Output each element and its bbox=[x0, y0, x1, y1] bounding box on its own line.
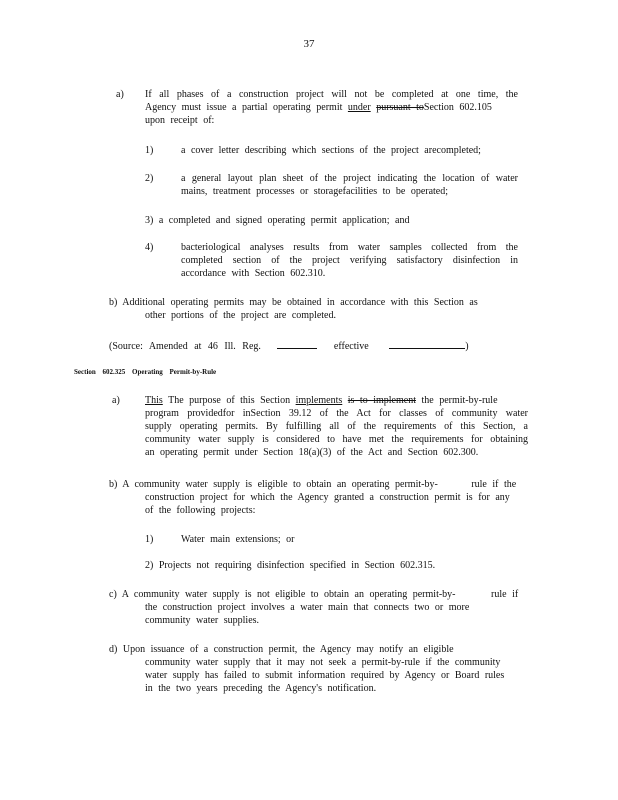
subsection-label: d) bbox=[109, 644, 118, 655]
text-line: This The purpose of this Section implements is to implement the permit-by-rule bbox=[145, 395, 498, 406]
subsection-label: b) bbox=[109, 297, 118, 308]
text-line: in the two years preceding the Agency's notification. bbox=[145, 683, 377, 694]
subsection-text bbox=[145, 88, 518, 127]
text-line: supply operating permits. By fulfilling all of the requirements of this Section, a bbox=[145, 421, 528, 432]
text-line bbox=[145, 101, 518, 114]
blank-line bbox=[389, 338, 465, 349]
inserted-text: under bbox=[347, 102, 371, 113]
section-heading: Section 602.325 Operating Permit-by-Rule bbox=[74, 368, 217, 376]
deleted-text: pursuant to bbox=[376, 102, 424, 113]
source-text: (Source: Amended at 46 Ill. Reg. bbox=[109, 341, 261, 352]
item-number: 4) bbox=[145, 242, 154, 253]
text-line: b) A community water supply is eligible to obtain an operating permit-by- rule if the bbox=[109, 479, 517, 490]
item-number: 3) bbox=[145, 215, 154, 226]
text-line: bacteriological analyses results from water samples collected from the bbox=[181, 242, 518, 253]
text-line: mains, treatment processes or storagefacilities to be operated; bbox=[181, 186, 449, 197]
text-line: other portions of the project are completed. bbox=[145, 310, 336, 321]
text-line: Projects not requiring disinfection specified in Section 602.315. bbox=[158, 560, 436, 571]
item-number: 1) bbox=[145, 145, 154, 156]
text-line: an operating permit under Section 18(a)(3) of the Act and Section 602.300. bbox=[145, 447, 479, 458]
list-item bbox=[145, 559, 435, 572]
text-line: Water main extensions; or bbox=[181, 534, 295, 545]
text-line: community water supply that it may not seek a permit-by-rule if the community bbox=[145, 657, 501, 668]
text-line: If all phases of a construction project will not be completed at one time, the bbox=[145, 89, 518, 100]
item-number: 2) bbox=[145, 173, 154, 184]
text-line: a general layout plan sheet of the project indicating the location of water bbox=[181, 173, 518, 184]
source-text: effective bbox=[333, 341, 369, 352]
text-line: a cover letter describing which sections of the project arecompleted; bbox=[181, 145, 481, 156]
text-line: accordance with Section 602.310. bbox=[181, 268, 326, 279]
page-number: 37 bbox=[303, 38, 315, 50]
subsection-label: b) bbox=[109, 479, 118, 490]
text-line: upon receipt of: bbox=[145, 115, 215, 126]
subsection-label: c) bbox=[109, 589, 117, 600]
text-line: b) Additional operating permits may be obtained in accordance with this Section as bbox=[109, 297, 478, 308]
text-line: of the following projects: bbox=[145, 505, 256, 516]
text-line: c) A community water supply is not eligible to obtain an operating permit-by- rule if bbox=[109, 589, 519, 600]
deleted-text: is to implement bbox=[347, 395, 416, 406]
subsection-label: a) bbox=[112, 395, 120, 406]
text-line: community water supply is considered to have met the requirements for obtaining bbox=[145, 434, 528, 445]
text-line: water supply has failed to submit information required by Agency or Board rules bbox=[145, 670, 505, 681]
text-line: the construction project involves a water main that connects two or more bbox=[145, 602, 470, 613]
text-line: community water supplies. bbox=[145, 615, 260, 626]
inserted-text: This bbox=[145, 395, 163, 406]
subsection-label: a) bbox=[116, 89, 124, 100]
blank-line bbox=[277, 338, 317, 349]
source-text: ) bbox=[465, 341, 469, 352]
item-number: 2) bbox=[145, 560, 154, 571]
source-note bbox=[109, 338, 469, 353]
text-line: program providedfor inSection 39.12 of the Act for classes of community water bbox=[145, 408, 528, 419]
inserted-text: implements bbox=[295, 395, 343, 406]
text-line: completed section of the project verifying satisfactory disinfection in bbox=[181, 255, 518, 266]
text-line: a completed and signed operating permit application; and bbox=[158, 215, 410, 226]
item-number: 1) bbox=[145, 534, 154, 545]
text-fragment: Agency must issue a partial operating permit bbox=[145, 102, 343, 113]
text-fragment: Section 602.105 bbox=[423, 102, 492, 113]
text-line: d) Upon issuance of a construction permit, the Agency may notify an eligible bbox=[109, 644, 454, 655]
text-line: construction project for which the Agency granted a construction permit is for any bbox=[145, 492, 510, 503]
